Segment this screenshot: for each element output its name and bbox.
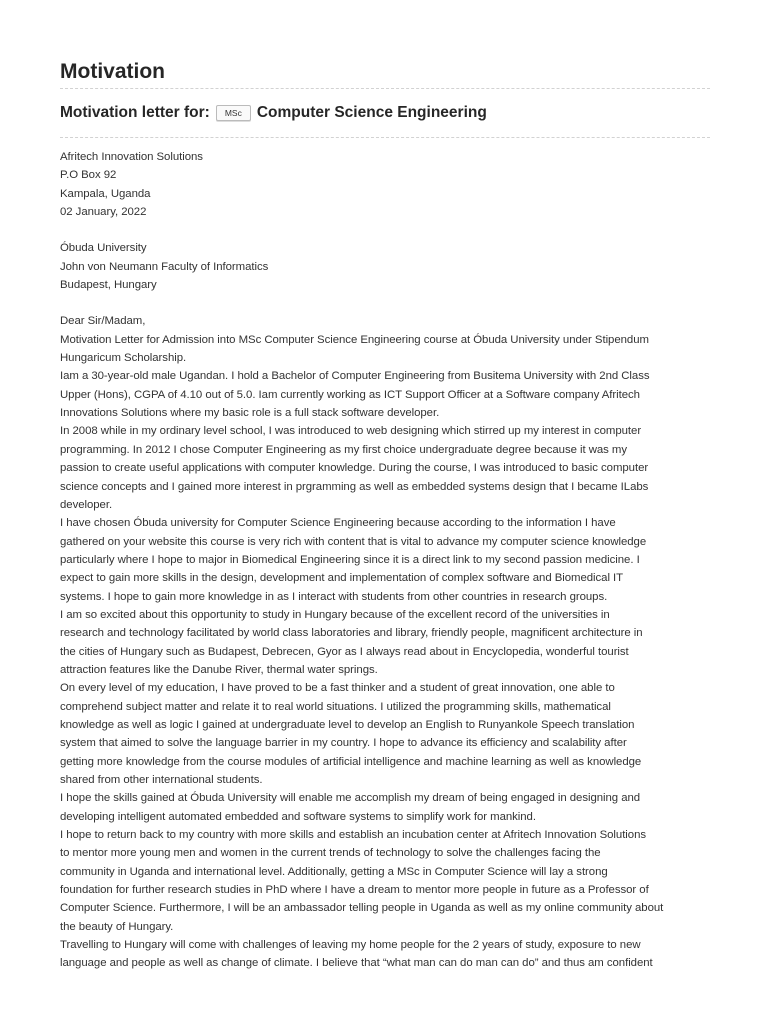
letter-paragraph	[60, 936, 710, 973]
letter-paragraph	[60, 679, 710, 789]
paragraph-line: research and technology facilitated by world class laboratories and library, friendly people, magnificent architecture in	[60, 627, 643, 640]
paragraph-line: Upper (Hons), CGPA of 4.10 out of 5.0. Iam currently working as ICT Support Officer at a Software company Afritech	[60, 388, 640, 401]
paragraph-line: Innovations Solutions where my basic role is a full stack software developer.	[60, 407, 440, 420]
motivation-letter-header	[60, 89, 710, 137]
paragraph-line: programming. In 2012 I chose Computer Engineering as my first choice undergraduate degree because it was my	[60, 443, 628, 456]
paragraph-line: developing intelligent automated embedded and software systems to simplify work for mankind.	[60, 810, 536, 823]
paragraph-line: Iam a 30-year-old male Ugandan. I hold a Bachelor of Computer Engineering from Busitema University with 2nd Class	[60, 370, 650, 383]
letter-paragraph	[60, 422, 710, 514]
letter-paragraph	[60, 789, 710, 826]
paragraph-line: getting more knowledge from the course modules of artificial intelligence and machine learning as well as knowledge	[60, 755, 642, 768]
paragraph-line: particularly where I hope to major in Biomedical Engineering since it is a direct link to my second passion medicine. I	[60, 553, 640, 566]
paragraph-line: Motivation Letter for Admission into MSc Computer Science Engineering course at Óbuda University under Stipendum	[60, 333, 649, 346]
paragraph-line: foundation for further research studies in PhD where I have a dream to mentor more people in future as a Professor of	[60, 884, 649, 897]
salutation: Dear Sir/Madam,	[60, 315, 146, 328]
letter-paragraph	[60, 331, 710, 368]
paragraph-line: system that aimed to solve the language barrier in my country. I hope to advance its efficiency and scalability after	[60, 737, 627, 750]
subheading-divider	[60, 137, 710, 138]
paragraph-line: passion to create useful applications with computer knowledge. During the course, I was introduced to basic computer	[60, 462, 649, 475]
paragraph-line: I have chosen Óbuda university for Computer Science Engineering because according to the information I have	[60, 517, 616, 530]
paragraph-line: Computer Science. Furthermore, I will be an ambassador telling people in Uganda as well as my online community about	[60, 902, 664, 915]
paragraph-line: expect to gain more skills in the design, development and implementation of complex software and Biomedical IT	[60, 572, 624, 585]
program-name: Computer Science Engineering	[256, 104, 487, 121]
paragraph-line: to mentor more young men and women in the current trends of technology to solve the challenges facing the	[60, 847, 601, 860]
sender-address	[60, 148, 710, 221]
paragraph-line: knowledge as well as logic I gained at undergraduate level to develop an English to Runyankole Speech translation	[60, 718, 635, 731]
sender-po-box: P.O Box 92	[60, 169, 117, 182]
recipient-faculty: John von Neumann Faculty of Informatics	[60, 260, 269, 273]
paragraph-line: I hope to return back to my country with more skills and establish an incubation center at Afritech Innovation Solutions	[60, 829, 647, 842]
degree-badge: MSc	[216, 105, 251, 121]
paragraph-line: language and people as well as change of climate. I believe that “what man can do man can do” and thus am confident	[60, 957, 653, 970]
paragraph-line: systems. I hope to gain more knowledge in as I interact with students from other countries in research groups.	[60, 590, 608, 603]
letter-paragraph	[60, 514, 710, 606]
motivation-letter-label: Motivation letter for:	[60, 104, 210, 121]
paragraph-line: I am so excited about this opportunity to study in Hungary because of the excellent record of the universities in	[60, 608, 610, 621]
letter-body	[60, 148, 710, 973]
paragraph-line: science concepts and I gained more interest in prgramming as well as embedded systems design that I became ILabs	[60, 480, 649, 493]
recipient-address	[60, 239, 710, 294]
paragraph-line: Hungaricum Scholarship.	[60, 352, 187, 365]
letter-paragraphs	[60, 331, 710, 973]
paragraph-line: developer.	[60, 498, 113, 511]
paragraph-line: I hope the skills gained at Óbuda University will enable me accomplish my dream of being engaged in designing and	[60, 792, 641, 805]
paragraph-line: the cities of Hungary such as Budapest, Debrecen, Gyor as I always read about in Encyclopedia, wonderful tourist	[60, 645, 629, 658]
paragraph-line: community in Uganda and international level. Additionally, getting a MSc in Computer Science will lay a strong	[60, 865, 608, 878]
letter-paragraph	[60, 826, 710, 936]
page-title: Motivation	[60, 60, 165, 83]
paragraph-line: In 2008 while in my ordinary level school, I was introduced to web designing which stirred up my interest in computer	[60, 425, 642, 438]
letter-date: 02 January, 2022	[60, 206, 147, 219]
recipient-city: Budapest, Hungary	[60, 279, 157, 292]
recipient-university: Óbuda University	[60, 242, 147, 255]
paragraph-line: On every level of my education, I have proved to be a fast thinker and a student of great innovation, one able to	[60, 682, 615, 695]
paragraph-line: comprehend subject matter and relate it to real world situations. I utilized the programming skills, mathematical	[60, 700, 611, 713]
letter-paragraph	[60, 367, 710, 422]
letter-paragraph	[60, 606, 710, 679]
sender-organization: Afritech Innovation Solutions	[60, 151, 203, 163]
sender-city: Kampala, Uganda	[60, 187, 151, 200]
paragraph-line: the beauty of Hungary.	[60, 920, 174, 933]
paragraph-line: attraction features like the Danube River, thermal water springs.	[60, 663, 378, 676]
paragraph-line: shared from other international students.	[60, 774, 263, 786]
paragraph-line: Travelling to Hungary will come with challenges of leaving my home people for the 2 years of study, exposure to new	[60, 939, 641, 952]
paragraph-line: gathered on your website this course is very rich with content that is vital to advance my computer science knowledge	[60, 535, 647, 548]
